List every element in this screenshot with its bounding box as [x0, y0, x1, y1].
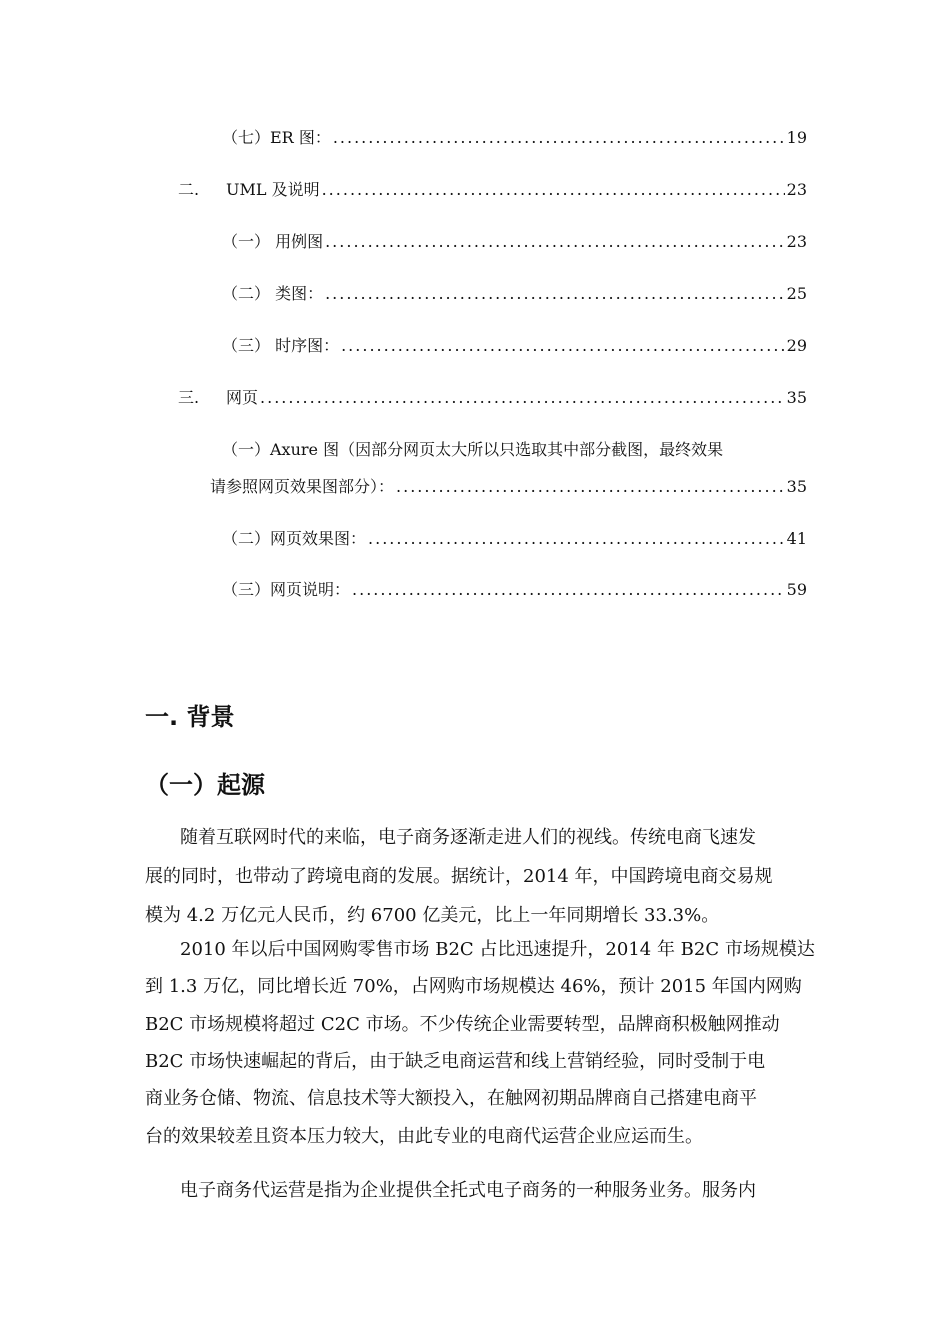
toc-page-number: 41 — [786, 529, 807, 548]
toc-entry-label: （三）网页说明： — [222, 580, 351, 599]
paragraph-line: 随着互联网时代的来临，电子商务逐渐走进人们的视线。传统电商飞速发 — [180, 827, 756, 848]
toc-page-number: 19 — [786, 128, 807, 147]
toc-entry-label: （三） 时序图： — [222, 336, 340, 355]
toc-page-number: 23 — [786, 232, 807, 251]
toc-page-number: 35 — [786, 388, 807, 407]
toc-leader-dots — [325, 284, 785, 304]
toc-entry-axure[interactable] — [210, 477, 807, 497]
toc-entry-webpage-notes[interactable] — [222, 580, 807, 600]
toc-page-number: 29 — [786, 336, 807, 355]
paragraph-line: 模为 4.2 万亿元人民币，约 6700 亿美元，比上一年同期增长 33.3%。 — [145, 905, 720, 926]
toc-entry-webpage-effects[interactable] — [222, 529, 807, 549]
toc-entry-er-diagram[interactable] — [222, 128, 807, 148]
toc-entry-label: 请参照网页效果图部分）： — [210, 477, 395, 496]
toc-page-number: 23 — [786, 180, 807, 199]
toc-page-number: 35 — [786, 477, 807, 496]
toc-leader-dots — [368, 529, 785, 549]
toc-leader-dots — [396, 477, 785, 497]
section-heading-background: 一. 背景 — [145, 703, 235, 731]
toc-entry-label: （七）ER 图： — [222, 128, 331, 147]
toc-entry-label: （二）网页效果图： — [222, 529, 367, 548]
paragraph-line: 2010 年以后中国网购零售市场 B2C 占比迅速提升，2014 年 B2C 市场规模达 — [180, 939, 815, 960]
toc-section-number: 二. — [178, 180, 200, 199]
toc-entry-uml[interactable] — [178, 180, 807, 200]
toc-entry-use-case[interactable] — [222, 232, 807, 252]
toc-entry-label: UML 及说明 — [226, 180, 320, 199]
toc-leader-dots — [341, 336, 785, 356]
paragraph-line: B2C 市场规模将超过 C2C 市场。不少传统企业需要转型，品牌商积极触网推动 — [145, 1014, 780, 1035]
toc-entry-label: （一） 用例图 — [222, 232, 324, 251]
paragraph-line: 商业务仓储、物流、信息技术等大额投入，在触网初期品牌商自己搭建电商平 — [145, 1088, 757, 1109]
toc-page-number: 59 — [786, 580, 807, 599]
toc-entry-label: 网页 — [226, 388, 259, 407]
paragraph-line: 台的效果较差且资本压力较大，由此专业的电商代运营企业应运而生。 — [145, 1126, 703, 1147]
toc-leader-dots — [352, 580, 785, 600]
paragraph-line: 到 1.3 万亿，同比增长近 70%，占网购市场规模达 46%，预计 2015 年国内网购 — [145, 976, 802, 997]
toc-leader-dots — [325, 232, 785, 252]
paragraph-line: 电子商务代运营是指为企业提供全托式电子商务的一种服务业务。服务内 — [180, 1180, 756, 1201]
toc-leader-dots — [260, 388, 785, 408]
paragraph-line: 展的同时，也带动了跨境电商的发展。据统计，2014 年，中国跨境电商交易规 — [145, 866, 773, 887]
toc-entry-sequence-diagram[interactable] — [222, 336, 807, 356]
toc-page-number: 25 — [786, 284, 807, 303]
toc-section-number: 三. — [178, 388, 200, 407]
toc-leader-dots — [333, 128, 785, 148]
subsection-heading-origin: （一）起源 — [145, 771, 265, 799]
toc-entry-webpage[interactable] — [178, 388, 807, 408]
toc-leader-dots — [322, 180, 785, 200]
paragraph-line: B2C 市场快速崛起的背后，由于缺乏电商运营和线上营销经验，同时受制于电 — [145, 1051, 766, 1072]
toc-entry-label: （二） 类图： — [222, 284, 324, 303]
toc-entry-axure-line1[interactable]: （一）Axure 图（因部分网页太大所以只选取其中部分截图，最终效果 — [222, 440, 724, 459]
toc-entry-class-diagram[interactable] — [222, 284, 807, 304]
